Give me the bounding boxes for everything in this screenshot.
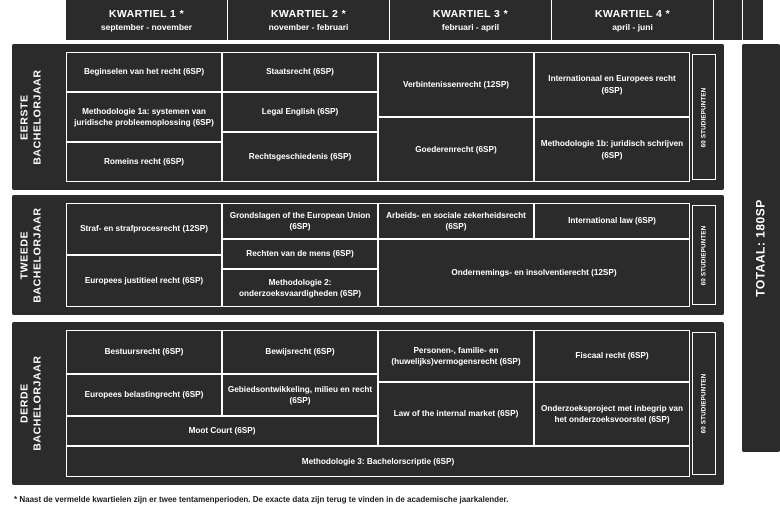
- quarter-header-2: [228, 0, 389, 40]
- quarter-title: KWARTIEL 4 *: [594, 8, 671, 20]
- course-cell[interactable]: Gebiedsontwikkeling, milieu en recht (6SP): [222, 374, 378, 416]
- footnote: * Naast de vermelde kwartielen zijn er twee tentamenperioden. De exacte data zijn terug te vinden in de academische jaarkalender.: [14, 494, 509, 504]
- course-cell[interactable]: Law of the internal market (6SP): [378, 382, 534, 446]
- quarter-title: KWARTIEL 2 *: [270, 8, 347, 20]
- course-cell[interactable]: Methodologie 2: onderzoeksvaardigheden (6SP): [222, 269, 378, 307]
- header-spacer-right: [743, 0, 763, 40]
- year-credits-text: 60 STUDIEPUNTEN: [700, 87, 708, 147]
- year-block-3: [12, 322, 724, 485]
- course-cell[interactable]: International law (6SP): [534, 203, 690, 239]
- course-cell[interactable]: Methodologie 1a: systemen van juridische probleemoplossing (6SP): [66, 92, 222, 142]
- quarter-header-row: [66, 0, 780, 40]
- year-credits-tag-3: [692, 332, 716, 475]
- quarter-subtitle: april - juni: [612, 22, 653, 32]
- quarter-header-3: [390, 0, 551, 40]
- year-label-1: [12, 44, 52, 190]
- quarter-subtitle: februari - april: [441, 22, 500, 32]
- total-credits-bar: [742, 44, 780, 452]
- course-cell[interactable]: Grondslagen of the European Union (6SP): [222, 203, 378, 239]
- course-cell[interactable]: Fiscaal recht (6SP): [534, 330, 690, 382]
- quarter-subtitle: september - november: [100, 22, 193, 32]
- year-block-1: [12, 44, 724, 190]
- course-cell[interactable]: Europees belastingrecht (6SP): [66, 374, 222, 416]
- year-credits-text: 60 STUDIEPUNTEN: [700, 225, 708, 285]
- header-spacer: [714, 0, 742, 40]
- course-cell[interactable]: Beginselen van het recht (6SP): [66, 52, 222, 92]
- course-cell[interactable]: Personen-, familie- en (huwelijks)vermogensrecht (6SP): [378, 330, 534, 382]
- course-cell[interactable]: Internationaal en Europees recht (6SP): [534, 52, 690, 117]
- year-label-text: TWEEDE BACHELORJAAR: [18, 207, 45, 303]
- quarter-header-1: [66, 0, 227, 40]
- course-cell[interactable]: Rechten van de mens (6SP): [222, 239, 378, 269]
- course-cell[interactable]: Legal English (6SP): [222, 92, 378, 132]
- course-cell[interactable]: Straf- en strafprocesrecht (12SP): [66, 203, 222, 255]
- course-cell[interactable]: Methodologie 3: Bachelorscriptie (6SP): [66, 446, 690, 477]
- quarter-subtitle: november - februari: [268, 22, 349, 32]
- year-label-text: EERSTE BACHELORJAAR: [18, 69, 45, 165]
- course-cell[interactable]: Verbintenissenrecht (12SP): [378, 52, 534, 117]
- course-cell[interactable]: Methodologie 1b: juridisch schrijven (6SP): [534, 117, 690, 182]
- year-label-2: [12, 195, 52, 315]
- course-cell[interactable]: Staatsrecht (6SP): [222, 52, 378, 92]
- quarter-title: KWARTIEL 3 *: [432, 8, 509, 20]
- course-cell[interactable]: Arbeids- en sociale zekerheidsrecht (6SP): [378, 203, 534, 239]
- course-cell[interactable]: Romeins recht (6SP): [66, 142, 222, 182]
- course-cell[interactable]: Bewijsrecht (6SP): [222, 330, 378, 374]
- course-cell[interactable]: Goederenrecht (6SP): [378, 117, 534, 182]
- course-cell[interactable]: Moot Court (6SP): [66, 416, 378, 446]
- year-credits-tag-2: [692, 205, 716, 305]
- quarter-title: KWARTIEL 1 *: [108, 8, 185, 20]
- course-cell[interactable]: Ondernemings- en insolventierecht (12SP): [378, 239, 690, 307]
- course-cell[interactable]: Rechtsgeschiedenis (6SP): [222, 132, 378, 182]
- course-cell[interactable]: Onderzoeksproject met inbegrip van het onderzoeksvoorstel (6SP): [534, 382, 690, 446]
- quarter-header-4: [552, 0, 713, 40]
- year-credits-text: 60 STUDIEPUNTEN: [700, 373, 708, 434]
- course-cell[interactable]: Europees justitieel recht (6SP): [66, 255, 222, 307]
- year-label-3: [12, 322, 52, 485]
- year-label-text: DERDE BACHELORJAAR: [18, 355, 45, 452]
- year-block-2: [12, 195, 724, 315]
- year-credits-tag-1: [692, 54, 716, 180]
- course-cell[interactable]: Bestuursrecht (6SP): [66, 330, 222, 374]
- total-credits-text: TOTAAL: 180SP: [754, 199, 769, 297]
